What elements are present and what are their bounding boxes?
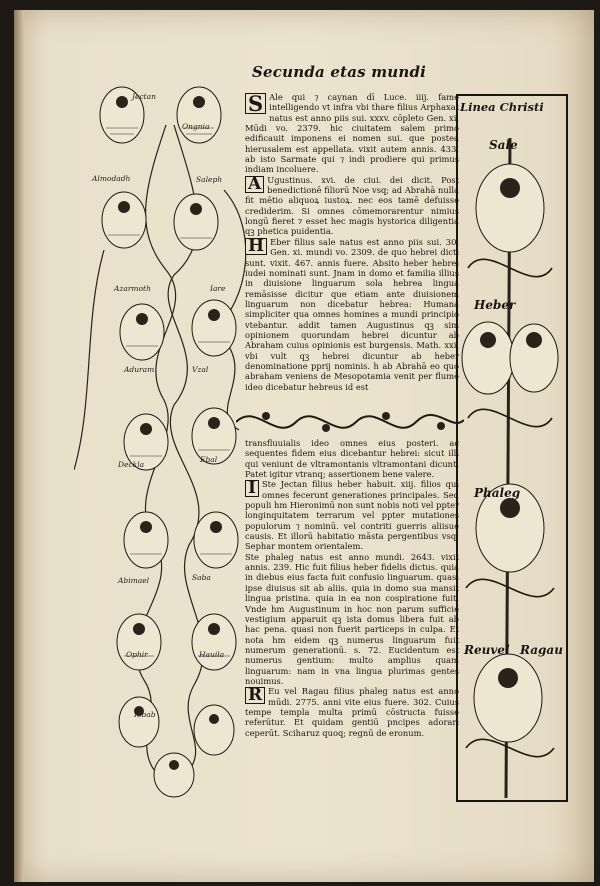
paragraph-text: Ale qui ⁊ caynan dī Luce. iiij. fame intelligendo vt infra vbi thare filius Arphaxat natus est anno piis sui. xxxv. cōpleto Gen. xi. Mūdi vo. 2379. hic ciuitatem salem primo edificauit imponens ei nomen sui. que postea hierusalem est appellata. vixit autem annis. 433. ab isto Sarmate qui ⁊ indi prodiere qui primus indiam incoluere. [245,92,459,175]
linea-christi-title: Linea Christi [460,100,544,114]
lineage-name: Reuvel [464,643,510,657]
paragraph [245,92,459,175]
ornamental-vine [236,402,464,442]
initial-letter: A [245,176,264,193]
genealogy-label: Ebal [200,455,218,464]
paragraph [245,479,459,551]
initial-letter: R [245,687,265,704]
genealogy-label: Aduram [124,365,155,374]
genealogy-label: Ongnia [182,122,210,131]
paragraph-text: Ste phaleg natus est anno mundi. 2643. vixit annis. 239. Hic fuit filius heber fidelis dictus. quia in diebus eius facta fuit confusio linguarum. quasi ipse diuisus sit ab aliis. quia in domo sua mansit lingua pristina. quia in ea non cospiratione fuit. Vnde hm Augustinum in hoc non parum sufficie vestigium apparuit qꝫ ista domus libera fuit ab hac pena. quasi non fuerit particeps in culpa. Et nota hm eidem qꝫ numerus linguarum fuit numerum generationū. s. 72. Eucidentum est numerus gentium: multo amplius quam linguarum: nam in vna lingua plurimas gentes nouimus. [245,551,459,686]
genealogy-label: Azarmoth [114,284,151,293]
genealogy-label: Saba [192,573,211,582]
lineage-name: Heber [474,298,516,312]
paragraph [245,552,459,686]
page-heading: Secunda etas mundi [252,63,427,81]
initial-letter: H [245,238,267,255]
lineage-name: Phaleg [474,486,521,500]
linea-christi-woodcut [458,118,562,798]
book-page [14,10,594,882]
paragraph-text: Eu vel Ragau filius phaleg natus est anno mūdi. 2775. anni vite eius fuere. 302. Cuius tempe templa multa primū cōstructa fuisse referūtur. Et quidam gentiū pncipes adorari ceperūt. Sciharuz quoq; regnū de eronum. [245,686,459,738]
initial-letter: I [245,480,259,497]
text-block-lower [245,438,459,738]
genealogy-label: Iare [210,284,226,293]
genealogy-label: Iobab [134,710,156,719]
genealogy-label: Abimael [118,576,150,585]
genealogy-label: Deckla [118,460,145,469]
initial-letter: S [245,93,266,114]
genealogy-label: Almodadh [92,174,131,183]
paragraph [245,438,459,479]
genealogy-label: Vzal [192,365,209,374]
paragraph-text: Ugustinus. xvi. de ciui. dei dicit. Post benedictionē filiorū Noe vsq; ad Abrahā nulla fit mētio aliquoꝝ iustoꝝ. nec eos tamē defuisse crediderim. Si omnes cōmemorarentur nimius longū fieret ⁊ esset hec magis hystorica diligentia qꝫ phetica puidentia. [245,174,459,237]
paragraph-text: Eber filius sale natus est anno piis sui. 30. Gen. xi. mundi vo. 2309. de quo hebrei dicti sunt. vixit. 467. annis fuere. Absito heber hebrei iudei nominati sunt. Jnam in domo et familia illius in diuisione linguarum sola hebrea lingua remāsisse dicitur que etiam ante diuisionem linguarum non dicebatur hebrea: Humana simpliciter qua omnes homines a mundi principio vtebantur. addit tamen Augustinus qꝫ sim opinionem quorundam hebrei dicuntur ab Abraham cuius opinionis est burgensis. Math. xxi. vbi vult qꝫ hebrei dicuntur ab heber denominatione pprij nominis. h ab Abrahā eo quo abraham veniens de Mesopotamia venit per flumē ideo dicebatur hebreus id est [245,236,459,392]
genealogy-label: Ophir [126,650,148,659]
paragraph-text: Ste Jectan filius heber habuit. xiij. filios qui omnes fecerunt generationes principales. Sed populi hm Hieronimū non sunt nobis noti vel ppter longinquitatem terrarum vel ppter mutationes populorum ⁊ nominū. vel contriti guerris aliisue causis. Et illorū habitatio māsta pergentibus vsq; Sephar montem orientalem. [245,479,459,552]
lineage-name: Sale [489,138,518,152]
genealogy-label: Hauila [199,650,225,659]
paragraph [245,686,459,738]
genealogy-label: Saleph [196,175,223,184]
paragraph [245,175,459,237]
text-block-upper [245,92,459,392]
paragraph [245,237,459,392]
genealogy-label: Jectan [132,92,156,101]
lineage-name: Ragau [520,643,563,657]
paragraph-text: transfluuialis ideo omnes eius posteri. ac sequentes fidem eius dicebantur hebrei: sicut illi qui veniunt de vltramontanis vltramontani dicunt. Patet igitur vtranq; assertionem bene valere. [245,438,459,480]
